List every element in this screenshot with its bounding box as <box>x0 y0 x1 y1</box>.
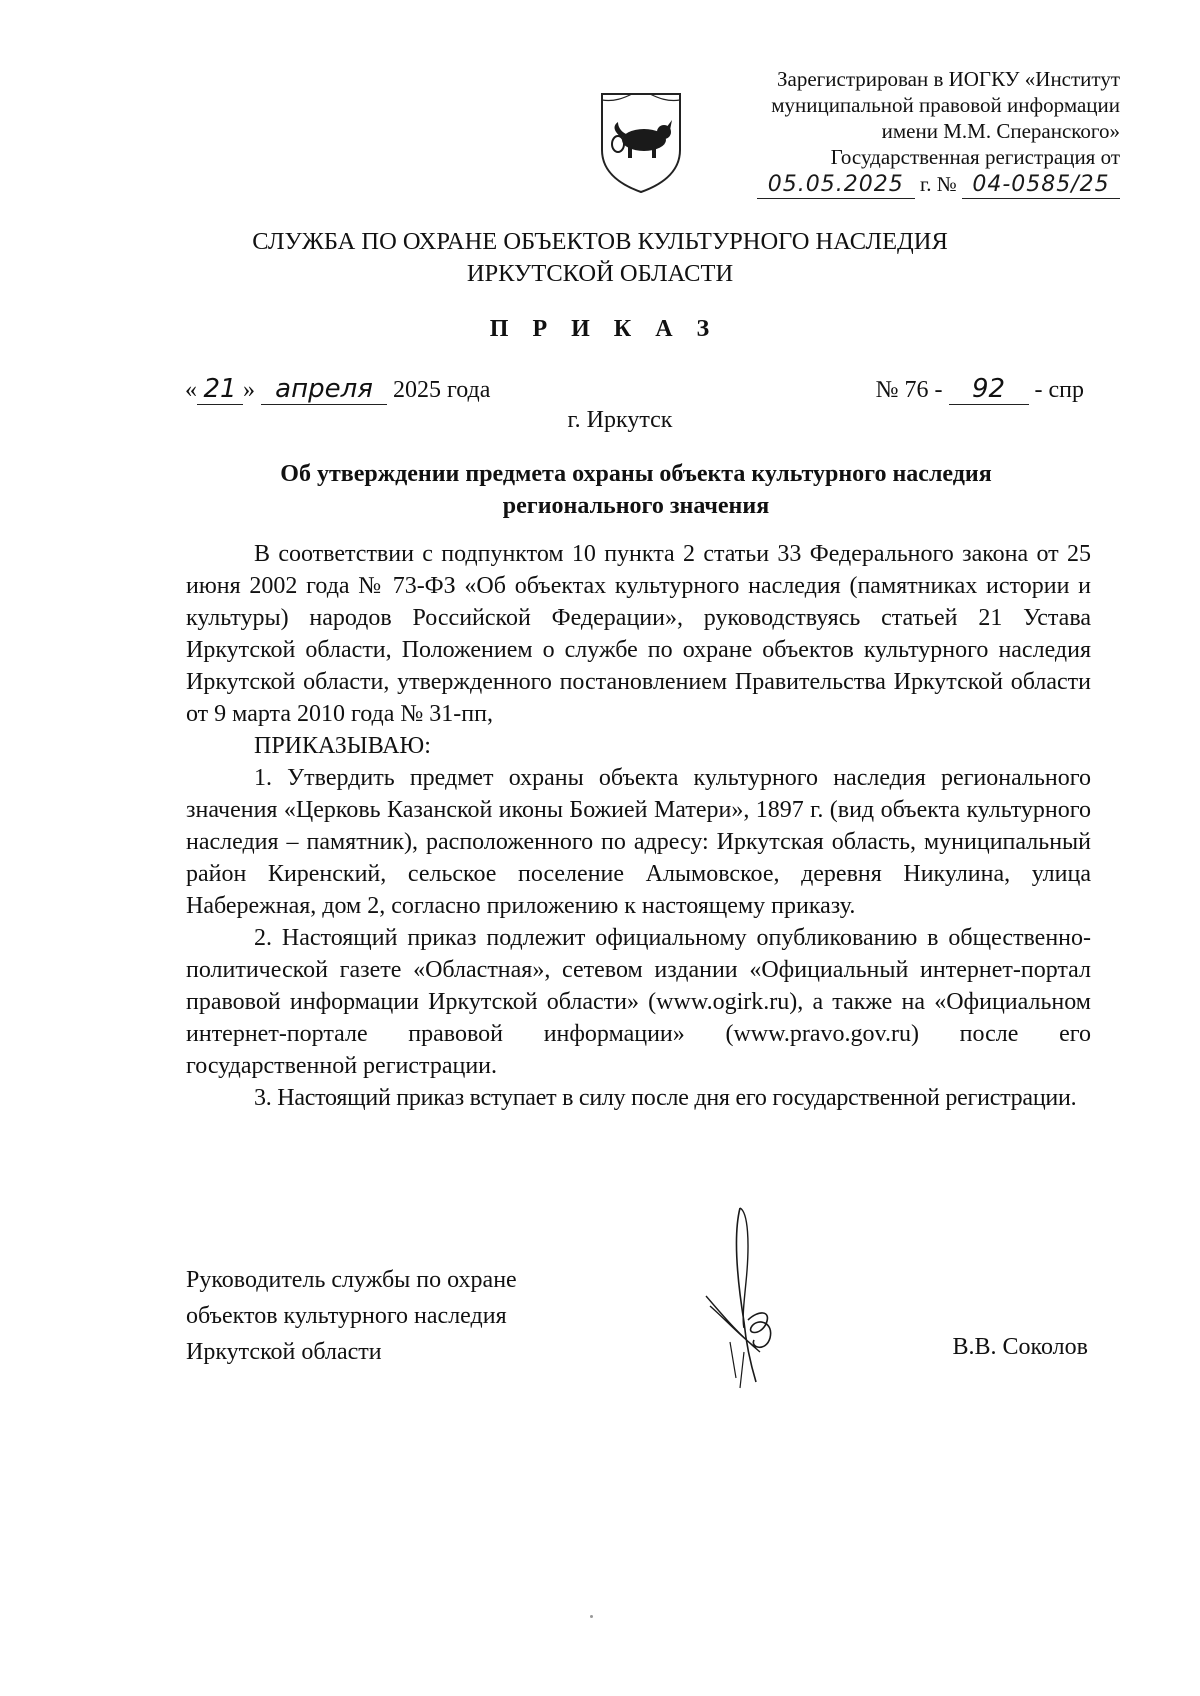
date-year: 2025 года <box>393 377 491 403</box>
signatory-title-line: объектов культурного наследия <box>186 1303 507 1329</box>
registration-line: муниципальной правовой информации <box>771 93 1120 117</box>
registration-stamp <box>660 66 1120 199</box>
order-item-3: 3. Настоящий приказ вступает в силу после дня его государственной регистрации. <box>254 1085 1077 1111</box>
number-suffix: - спр <box>1034 377 1084 403</box>
handwritten-signature <box>700 1202 820 1392</box>
organization-name <box>0 226 1200 290</box>
heading-line: регионального значения <box>502 493 770 519</box>
scan-speck <box>590 1615 593 1618</box>
date-month-handwritten: апреля <box>261 374 387 405</box>
organization-line: СЛУЖБА ПО ОХРАНЕ ОБЪЕКТОВ КУЛЬТУРНОГО НАСЛЕДИЯ <box>252 228 948 255</box>
order-body <box>186 538 1091 1114</box>
order-word: ПРИКАЗЫВАЮ: <box>254 733 431 759</box>
order-item-1: 1. Утвердить предмет охраны объекта культурного наследия регионального значения «Церковь Казанской иконы Божией Матери», 1897 г. (вид объекта культурного наследия – памятник), расположенного по адресу: Иркутская область, муниципальный район Киренский, сельское поселение Алымовское, деревня Никулина, улица Набережная, дом 2, согласно приложению к настоящему приказу. <box>186 765 1091 919</box>
signatory-title-line: Руководитель службы по охране <box>186 1267 517 1293</box>
organization-line: ИРКУТСКОЙ ОБЛАСТИ <box>466 260 734 287</box>
order-number <box>876 374 1084 405</box>
heading-line: Об утверждении предмета охраны объекта культурного наследия <box>280 461 992 487</box>
document-type-title: П Р И К А З <box>489 316 719 342</box>
registration-number-handwritten: 04-0585/25 <box>962 172 1120 199</box>
registration-line: Зарегистрирован в ИОГКУ «Институт <box>776 67 1120 91</box>
order-item-2: 2. Настоящий приказ подлежит официальному опубликованию в общественно-политической газете «Областная», сетевом издании «Официальный интернет-портал правовой информации Иркутской области» (www.ogirk.ru), а также на «Официальном интернет-портале правовой информации» (www.pravo.gov.ru) после его государственной регистрации. <box>186 925 1091 1079</box>
registration-line: Государственная регистрация от <box>830 145 1120 169</box>
preamble-paragraph: В соответствии с подпунктом 10 пункта 2 статьи 33 Федерального закона от 25 июня 2002 года № 73-ФЗ «Об объектах культурного наследия (памятниках истории и культуры) народов Российской Федерации», руководствуясь статьей 21 Устава Иркутской области, Положением о службе по охране объектов культурного наследия Иркутской области, утвержденного постановлением Правительства Иркутской области от 9 марта 2010 года № 31-пп, <box>186 541 1091 727</box>
number-handwritten: 92 <box>949 374 1029 405</box>
registration-handwritten-row <box>660 171 1120 199</box>
date-close-quote: » <box>243 377 255 403</box>
date-open-quote: « <box>185 377 197 403</box>
order-date <box>185 374 490 405</box>
signatory-name: В.В. Соколов <box>952 1334 1088 1360</box>
registration-date-handwritten: 05.05.2025 <box>757 172 915 199</box>
city: г. Иркутск <box>567 407 673 433</box>
registration-line: имени М.М. Сперанского» <box>881 119 1120 143</box>
signatory-title <box>186 1262 517 1370</box>
date-day-handwritten: 21 <box>197 374 243 405</box>
number-prefix: № 76 - <box>875 377 943 403</box>
order-heading <box>186 458 1086 522</box>
signatory-title-line: Иркутской области <box>186 1339 382 1365</box>
registration-number-label: г. № <box>919 172 957 196</box>
